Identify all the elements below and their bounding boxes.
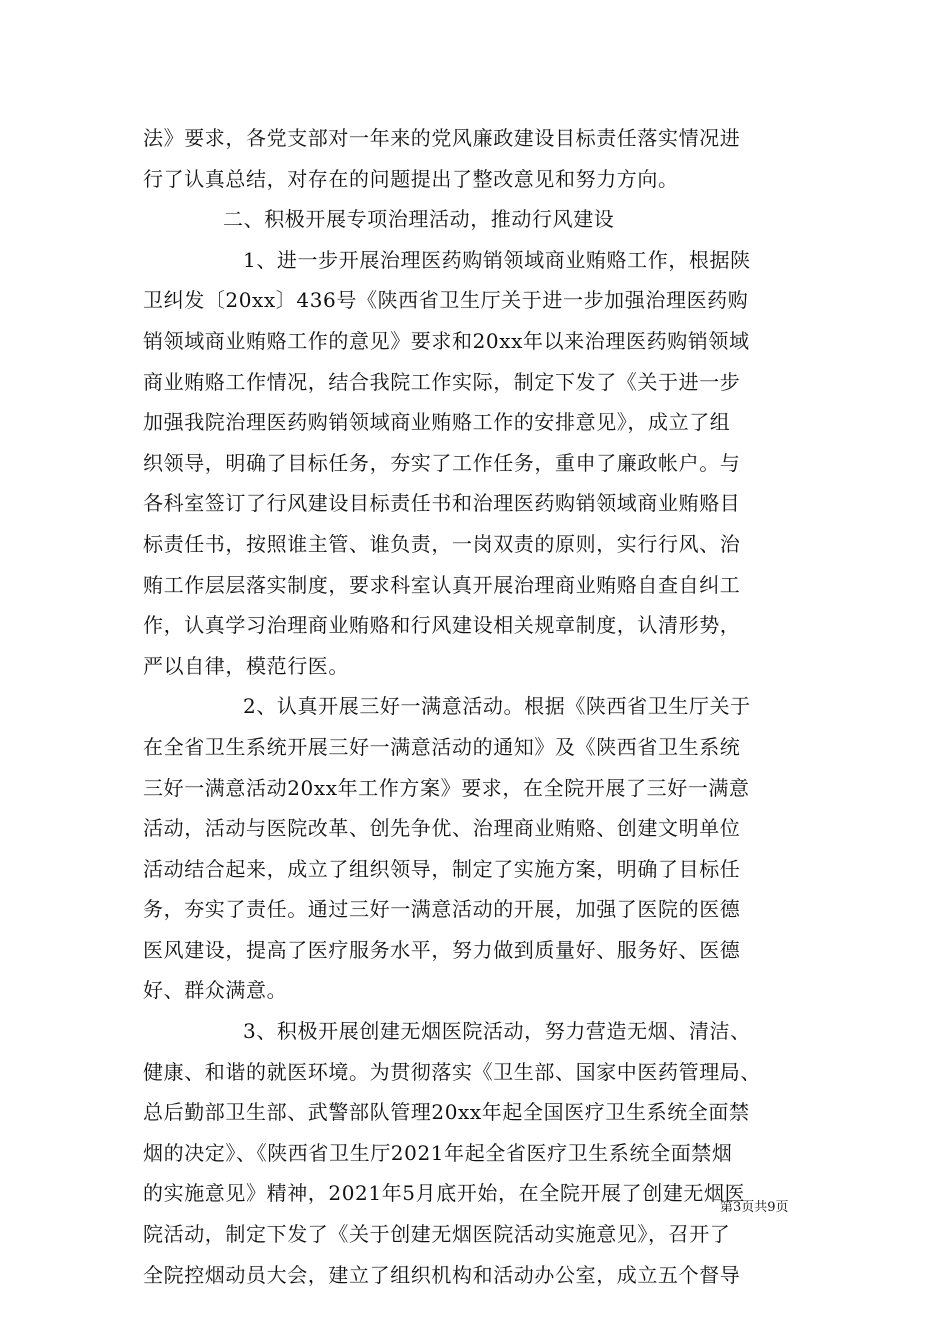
text-line: 三好一满意活动20xx年工作方案》要求，在全院开展了三好一满意 xyxy=(143,775,750,800)
text-line: 健康、和谐的就医环境。为贯彻落实《卫生部、国家中医药管理局、 xyxy=(143,1059,761,1084)
text-line: 各科室签订了行风建设目标责任书和治理医药购销领域商业贿赂目 xyxy=(143,491,741,516)
text-line: 卫纠发〔20xx〕436号《陕西省卫生厅关于进一步加强治理医药购 xyxy=(143,288,749,313)
text-line: 标责任书，按照谁主管、谁负责，一岗双责的原则，实行行风、治 xyxy=(143,531,741,556)
text-line: 好、群众满意。 xyxy=(143,978,288,1003)
text-line: 烟的决定》、《陕西省卫生厅2021年起全省医疗卫生系统全面禁烟 xyxy=(143,1140,733,1165)
text-line: 织领导，明确了目标任务，夯实了工作任务，重申了廉政帐户。与 xyxy=(143,450,741,475)
text-line: 行了认真总结，对存在的问题提出了整改意见和努力方向。 xyxy=(143,166,679,191)
text-line: 法》要求，各党支部对一年来的党风廉政建设目标责任落实情况进 xyxy=(143,126,741,150)
text-line: 总后勤部卫生部、武警部队管理20xx年起全国医疗卫生系统全面禁 xyxy=(143,1100,750,1125)
section-heading: 二、积极开展专项治理活动，推动行风建设 xyxy=(223,207,615,232)
text-line: 全院控烟动员大会，建立了组织机构和活动办公室，成立五个督导 xyxy=(143,1262,741,1287)
text-line: 活动，活动与医院改革、创先争优、治理商业贿赂、创建文明单位 xyxy=(143,816,741,841)
text-line: 严以自律，模范行医。 xyxy=(143,653,349,678)
text-line: 院活动，制定下发了《关于创建无烟医院活动实施意见》，召开了 xyxy=(143,1222,731,1247)
text-line: 商业贿赂工作情况，结合我院工作实际，制定下发了《关于进一步 xyxy=(143,369,741,394)
text-line: 贿工作层层落实制度，要求科室认真开展治理商业贿赂自查自纠工 xyxy=(143,572,741,597)
page-number: 第3页共9页 xyxy=(720,1200,789,1215)
text-line: 作，认真学习治理商业贿赂和行风建设相关规章制度，认清形势， xyxy=(143,613,741,638)
text-line: 加强我院治理医药购销领域商业贿赂工作的安排意见》，成立了组 xyxy=(143,410,731,435)
text-line: 活动结合起来，成立了组织领导，制定了实施方案，明确了目标任 xyxy=(143,856,741,881)
paragraph-start: 2、认真开展三好一满意活动。根据《陕西省卫生厅关于 xyxy=(243,694,751,719)
document-body xyxy=(143,118,808,1295)
text-line: 销领域商业贿赂工作的意见》要求和20xx年以来治理医药购销领域 xyxy=(143,328,750,353)
paragraph-start: 1、进一步开展治理医药购销领域商业贿赂工作，根据陕 xyxy=(243,247,751,272)
text-line: 的实施意见》精神，2021年5月底开始，在全院开展了创建无烟医 xyxy=(143,1181,746,1206)
text-line: 务，夯实了责任。通过三好一满意活动的开展，加强了医院的医德 xyxy=(143,897,741,922)
paragraph-start: 3、积极开展创建无烟医院活动，努力营造无烟、清洁、 xyxy=(243,1019,751,1044)
text-line: 在全省卫生系统开展三好一满意活动的通知》及《陕西省卫生系统 xyxy=(143,734,741,759)
text-line: 医风建设，提高了医疗服务水平，努力做到质量好、服务好、医德 xyxy=(143,937,741,962)
